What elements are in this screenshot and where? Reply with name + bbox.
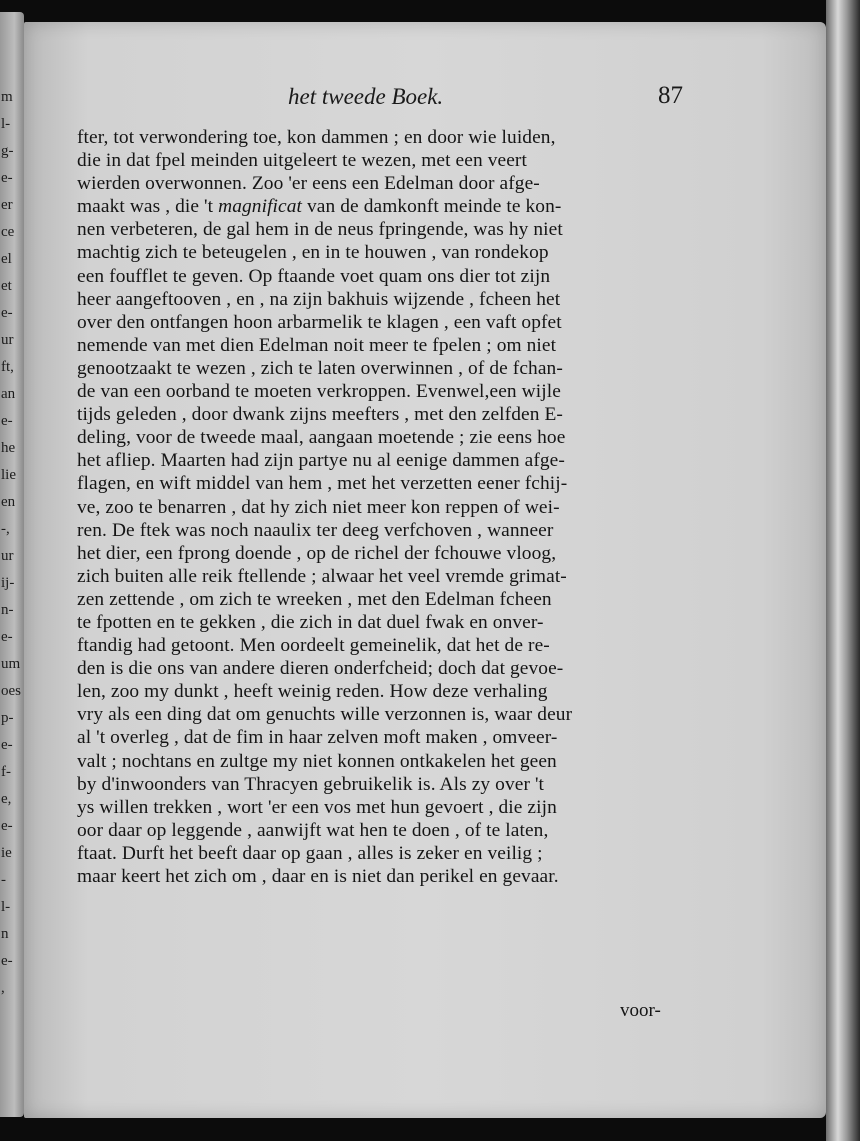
- text-line: het dier, een fprong doende , op de richel der fchouwe vloog,: [77, 542, 557, 564]
- text-line: genootzaakt te wezen , zich te laten overwinnen , of de fchan-: [77, 357, 563, 379]
- text-line: len, zoo my dunkt , heeft weinig reden. How deze verhaling: [77, 681, 548, 703]
- facing-page-fragment: ur: [1, 548, 14, 564]
- text-line: vry als een ding dat om genuchts wille verzonnen is, waar deur: [77, 704, 573, 726]
- text-line: nemende van met dien Edelman noit meer te fpelen ; om niet: [77, 334, 557, 356]
- facing-page-fragment: p-: [1, 710, 14, 726]
- text-line: die in dat fpel meinden uitgeleert te wezen, met een veert: [77, 150, 527, 172]
- text-line: ys willen trekken , wort 'er een vos met hun gevoert , die zijn: [77, 796, 557, 818]
- text-line: maar keert het zich om , daar en is niet dan perikel en gevaar.: [77, 866, 559, 887]
- text-line: ren. De ftek was noch naaulix ter deeg verfchoven , wanneer: [77, 519, 554, 541]
- facing-page-fragment: -: [1, 872, 6, 888]
- facing-page-fragment: e-: [1, 953, 13, 969]
- text-line: deling, voor de tweede maal, aangaan moetende ; zie eens hoe: [77, 427, 566, 449]
- facing-page-fragment: l-: [1, 899, 11, 915]
- text-line: flagen, en wift middel van hem , met het verzetten eener fchij-: [77, 473, 568, 495]
- facing-page-fragment: et: [1, 278, 12, 294]
- facing-page-fragment: e,: [1, 791, 12, 807]
- text-line: machtig zich te beteugelen , en in te houwen , van rondekop: [77, 242, 549, 264]
- body-text: [77, 126, 717, 888]
- text-line: zen zettende , om zich te wreeken , met den Edelman fcheen: [77, 588, 552, 610]
- facing-page-fragment: en: [1, 494, 16, 510]
- facing-page-fragment: ur: [1, 332, 14, 348]
- text-line: een foufflet te geven. Op ftaande voet quam ons dier tot zijn: [77, 265, 551, 287]
- facing-page-fragment: lie: [1, 467, 16, 483]
- facing-page-fragment: he: [1, 440, 16, 456]
- facing-page-fragment: l-: [1, 116, 11, 132]
- text-line: de van een oorband te moeten verkroppen. Evenwel,een wijle: [77, 381, 561, 403]
- facing-page-fragment: -,: [1, 521, 10, 537]
- facing-page-fragment: n-: [1, 602, 14, 618]
- book-edge: [826, 0, 860, 1141]
- text-line: over den ontfangen hoon arbarmelik te klagen , een vaft opfet: [77, 311, 562, 333]
- facing-page-edge: [0, 12, 24, 1117]
- facing-page-fragment: an: [1, 386, 16, 402]
- facing-page-fragment: ij-: [1, 575, 15, 591]
- facing-page-fragment: f-: [1, 764, 11, 780]
- facing-page-fragment: el: [1, 251, 12, 267]
- facing-page-fragment: n: [1, 926, 9, 942]
- text-line: te fpotten en te gekken , die zich in dat duel fwak en onver-: [77, 611, 544, 633]
- facing-page-fragment: e-: [1, 413, 13, 429]
- text-line: tijds geleden , door dwank zijns meefters , met den zelfden E-: [77, 404, 563, 426]
- italic-word: magnificat: [218, 196, 303, 218]
- text-line: het afliep. Maarten had zijn partye nu al eenige dammen afge-: [77, 450, 565, 472]
- text-line: ftandig had getoont. Men oordeelt gemeinelik, dat het de re-: [77, 635, 550, 657]
- text-line: wierden overwonnen. Zoo 'er eens een Edelman door afge-: [77, 173, 540, 195]
- text-line: den is die ons van andere dieren onderfcheid; doch dat gevoe-: [77, 658, 564, 680]
- facing-page-fragment: e-: [1, 305, 13, 321]
- facing-page-fragment: er: [1, 197, 13, 213]
- text-line: zich buiten alle reik ftellende ; alwaar het veel vremde grimat-: [77, 565, 567, 587]
- page-number: 87: [658, 82, 683, 109]
- facing-page-fragment: ce: [1, 224, 15, 240]
- text-line: ve, zoo te benarren , dat hy zich niet meer kon reppen of wei-: [77, 496, 560, 518]
- text-line: oor daar op leggende , aanwijft wat hen te doen , of te laten,: [77, 819, 549, 841]
- catchword: voor-: [620, 1000, 661, 1021]
- text-line: nen verbeteren, de gal hem in de neus fpringende, was hy niet: [77, 219, 563, 241]
- facing-page-fragment: ie: [1, 845, 12, 861]
- facing-page-fragment: e-: [1, 629, 13, 645]
- text-line: ftaat. Durft het beeft daar op gaan , alles is zeker en veilig ;: [77, 842, 543, 864]
- text-line: al 't overleg , dat de fim in haar zelven moft maken , omveer-: [77, 727, 558, 749]
- running-head: het tweede Boek.: [288, 84, 444, 109]
- text-line: valt ; nochtans en zultge my niet konnen ontkakelen het geen: [77, 750, 557, 772]
- facing-page-fragment: ft,: [1, 359, 14, 375]
- facing-page-fragment: e-: [1, 737, 13, 753]
- text-line: fter, tot verwondering toe, kon dammen ; en door wie luiden,: [77, 127, 556, 148]
- text-line: by d'inwoonders van Thracyen gebruikelik is. Als zy over 't: [77, 773, 545, 795]
- facing-page-fragment: ,: [1, 980, 5, 996]
- page-header: [24, 84, 826, 124]
- text-line: maakt was , die 't magnificat van de damkonft meinde te kon-: [77, 196, 562, 218]
- facing-page-fragment: g-: [1, 143, 14, 159]
- facing-page-fragment: e-: [1, 818, 13, 834]
- facing-page-fragment: oes: [1, 683, 21, 699]
- facing-page-fragment: um: [1, 656, 21, 672]
- facing-page-fragment: m: [1, 89, 13, 105]
- book-page: [24, 22, 826, 1118]
- facing-page-fragment: e-: [1, 170, 13, 186]
- text-line: heer aangeftooven , en , na zijn bakhuis wijzende , fcheen het: [77, 288, 561, 310]
